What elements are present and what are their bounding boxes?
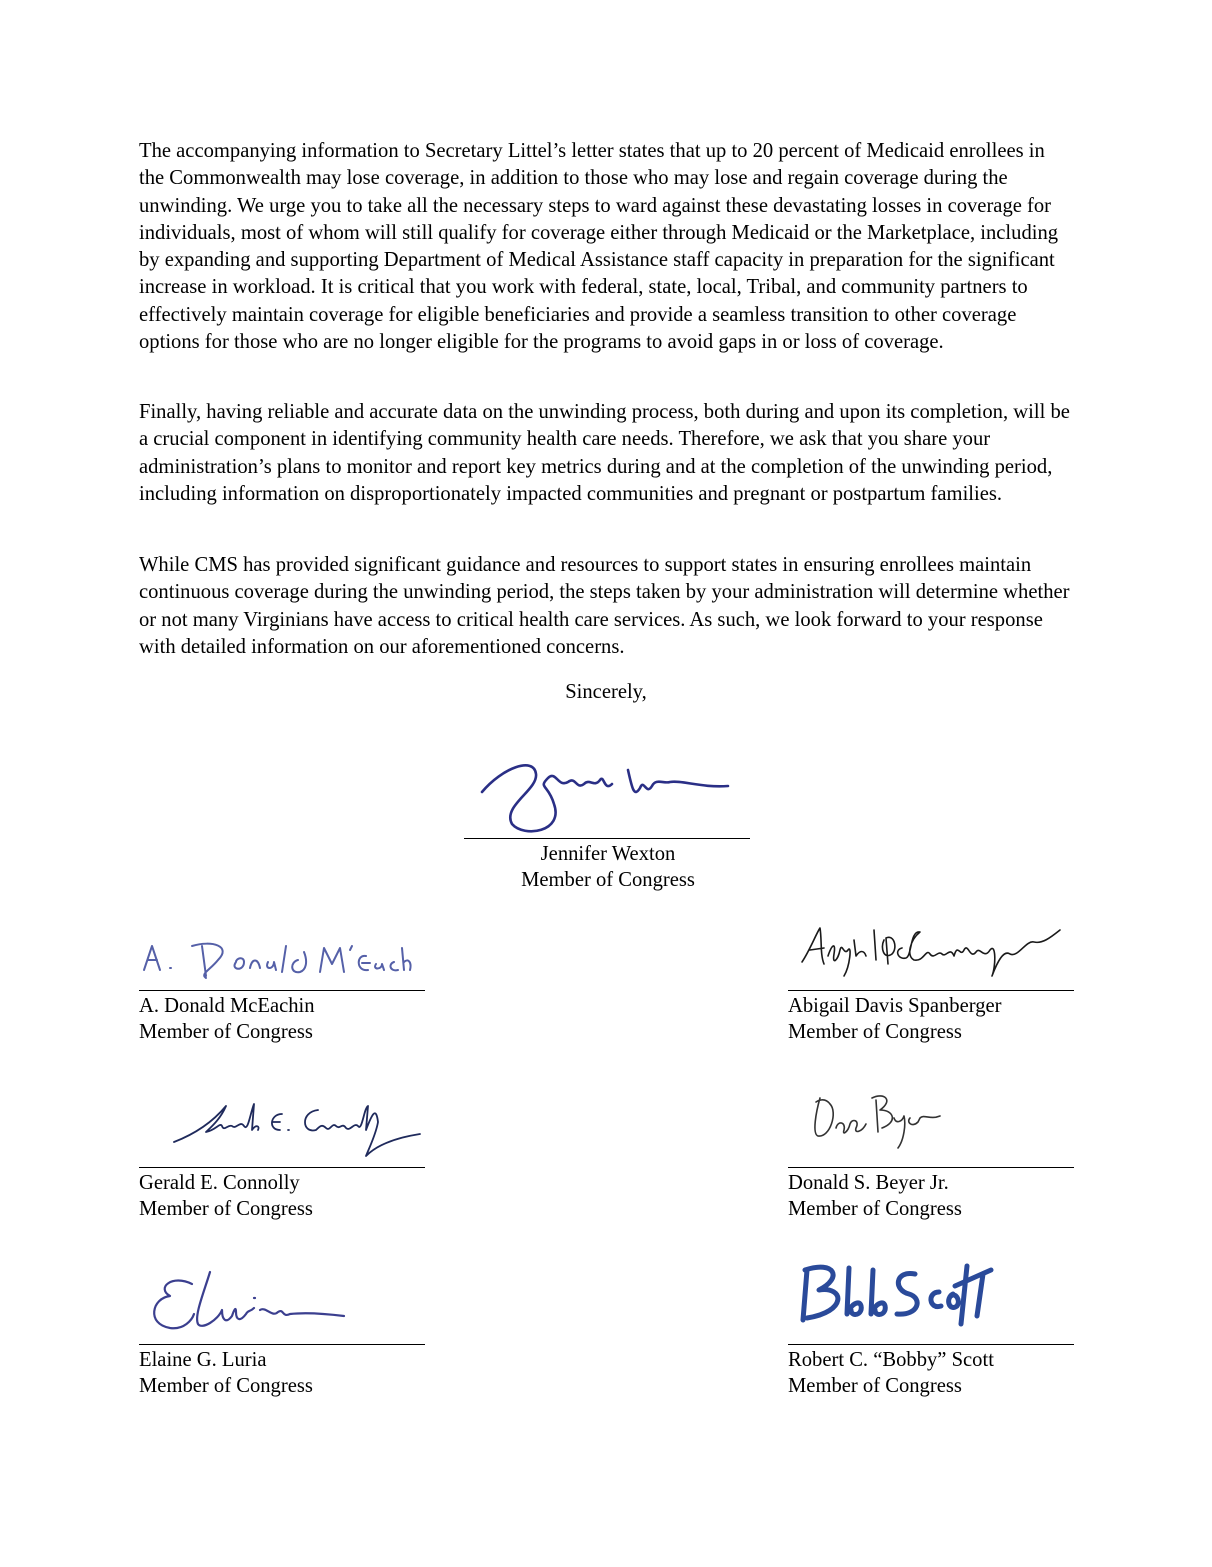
signatory-name: Jennifer Wexton: [540, 843, 676, 865]
signature-mceachin: [140, 932, 410, 984]
signature-connolly: [170, 1096, 426, 1166]
signature-line: [788, 990, 1074, 991]
signatory-name: Elaine G. Luria: [139, 1349, 267, 1371]
signatory-title: Member of Congress: [139, 1375, 313, 1397]
signature-scott: [795, 1256, 995, 1336]
paragraph-1: The accompanying information to Secretary Littel’s letter states that up to 20 percent of Medicaid enrollees in the Commonwealth may lose coverage, in addition to those who may lose and regain coverage during the unwinding. We urge you to take all the necessary steps to ward against these devastating losses in coverage for individuals, most of whom will still qualify for coverage either through Medicaid or the Marketplace, including by expanding and supporting Department of Medical Assistance staff capacity in preparation for the significant increase in workload. It is critical that you work with federal, state, local, Tribal, and community partners to effectively maintain coverage for eligible beneficiaries and provide a seamless transition to other coverage options for those who are no longer eligible for the programs to avoid gaps in or loss of coverage.: [139, 140, 1059, 354]
signature-luria: [148, 1266, 358, 1342]
signatory-name: Robert C. “Bobby” Scott: [788, 1349, 994, 1371]
closing-salutation: Sincerely,: [565, 681, 647, 703]
signatory-title: Member of Congress: [788, 1021, 962, 1043]
signatory-name: Donald S. Beyer Jr.: [788, 1172, 949, 1194]
signature-spanberger: [798, 920, 1068, 986]
signatory-title: Member of Congress: [788, 1375, 962, 1397]
signature-block-spanberger: [788, 990, 1078, 1045]
signature-block-luria: [139, 1344, 429, 1399]
paragraph-2: Finally, having reliable and accurate data on the unwinding process, both during and upon its completion, will be a crucial component in identifying community health care needs. Therefore, we ask that you share your administration’s plans to monitor and report key metrics during and at the completion of the unwinding period, including information on disproportionately impacted communities and pregnant or postpartum families.: [139, 401, 1070, 505]
signature-block-connolly: [139, 1167, 429, 1222]
signature-line: [464, 838, 750, 839]
signature-block-mceachin: [139, 990, 429, 1045]
signature-block-scott: [788, 1344, 1078, 1399]
signatory-title: Member of Congress: [521, 869, 695, 891]
signature-block-beyer: [788, 1167, 1078, 1222]
signature-line: [788, 1344, 1074, 1345]
signatory-name: Abigail Davis Spanberger: [788, 995, 1002, 1017]
signatory-name: Gerald E. Connolly: [139, 1172, 300, 1194]
signature-line: [139, 1167, 425, 1168]
signature-line: [788, 1167, 1074, 1168]
signatory-title: Member of Congress: [139, 1021, 313, 1043]
signature-wexton: [472, 748, 742, 838]
signature-block-wexton: [464, 838, 752, 893]
signatory-title: Member of Congress: [788, 1198, 962, 1220]
signatory-name: A. Donald McEachin: [139, 995, 315, 1017]
signatory-title: Member of Congress: [139, 1198, 313, 1220]
paragraph-3: While CMS has provided significant guidance and resources to support states in ensuring enrollees maintain continuous coverage during the unwinding period, the steps taken by your administration will determine whether or not many Virginians have access to critical health care services. As such, we look forward to your response with detailed information on our aforementioned concerns.: [139, 554, 1070, 658]
signature-beyer: [810, 1088, 950, 1160]
signature-line: [139, 1344, 425, 1345]
signature-line: [139, 990, 425, 991]
